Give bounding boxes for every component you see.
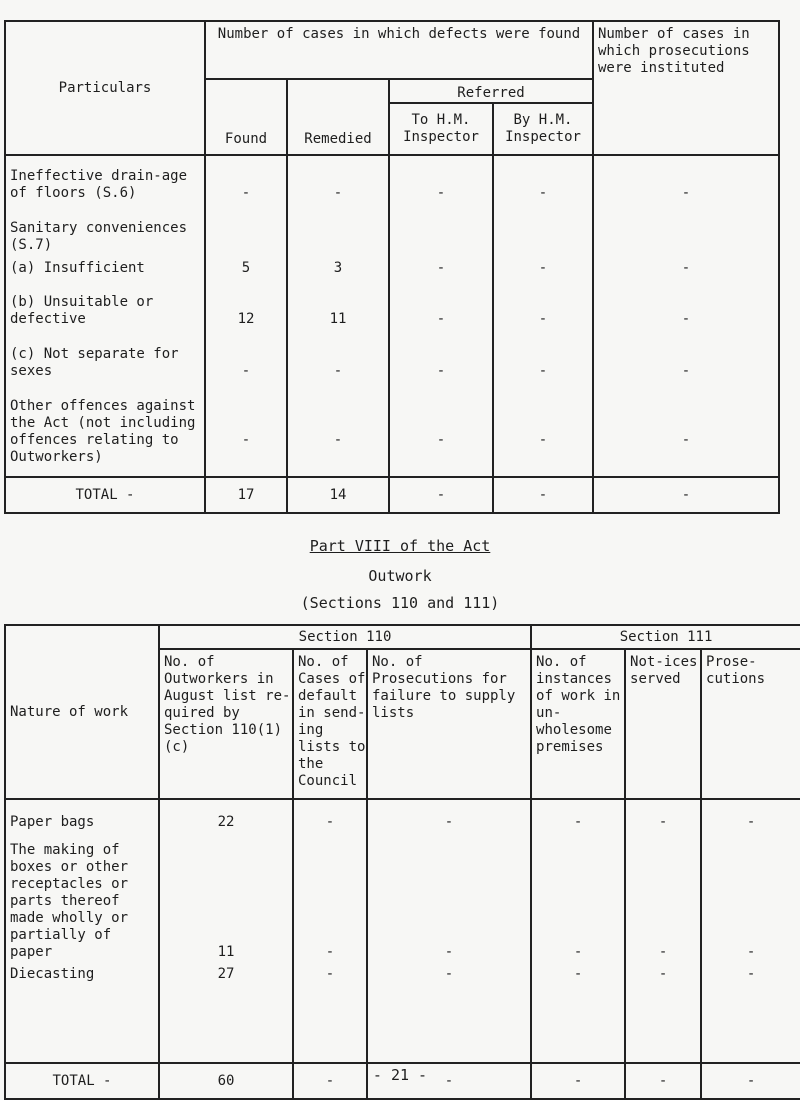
total-label: TOTAL - — [5, 477, 205, 513]
default-1: - — [325, 944, 335, 960]
total-remedied: 14 — [287, 477, 389, 513]
outwork-subtitle: Outwork — [368, 567, 432, 585]
defects-table — [4, 20, 780, 514]
total-found: 17 — [205, 477, 287, 513]
to-hm-1 — [390, 220, 492, 260]
by-hm-0: - — [538, 185, 548, 201]
to-hm-5: - — [436, 432, 446, 448]
to-hm-0: - — [436, 185, 446, 201]
outworkers-2: 27 — [217, 966, 235, 982]
prosecutions111-1: - — [746, 944, 756, 960]
unwholesome-1: - — [573, 944, 583, 960]
by-hm-1 — [494, 220, 592, 260]
notices-0: - — [658, 814, 668, 830]
row-label-3: (b) Unsuitable or defective — [10, 294, 154, 327]
found-4: - — [241, 363, 251, 379]
header-section111: Section 111 — [531, 625, 800, 649]
remedied-0: - — [333, 185, 343, 201]
to-hm-3: - — [436, 311, 446, 327]
total-prosecutions: - — [593, 477, 779, 513]
header-remedied: Remedied — [287, 79, 389, 155]
row-label-2: (a) Insufficient — [10, 260, 145, 276]
row-label-5: Other offences against the Act (not including offences relating to Outworkers) — [10, 398, 196, 465]
header-notices: Not-ices served — [625, 649, 701, 799]
work-label-0: Paper bags — [10, 814, 95, 830]
outwork-table — [4, 624, 800, 1100]
total2-prosecutions111: - — [701, 1063, 800, 1099]
remedied-2: 3 — [333, 260, 343, 276]
header-by-hm: By H.M. Inspector — [493, 103, 593, 155]
prosecutions-2: - — [681, 260, 691, 276]
found-3: 12 — [237, 311, 255, 327]
work-label-1: The making of boxes or other receptacles or parts thereof made wholly or partially of paper — [10, 842, 129, 960]
total2-outworkers: 60 — [159, 1063, 293, 1099]
by-hm-3: - — [538, 311, 548, 327]
header-prosecutions: Number of cases in which prosecutions were instituted — [593, 21, 779, 155]
total2-notices: - — [625, 1063, 701, 1099]
default-0: - — [325, 814, 335, 830]
page-number: - 21 - — [372, 1066, 428, 1084]
table1-total-row — [5, 477, 779, 513]
total2-label: TOTAL - — [5, 1063, 159, 1099]
row-label-4: (c) Not separate for sexes — [10, 346, 179, 379]
sections-subtitle: (Sections 110 and 111) — [300, 594, 500, 612]
header-prosecutions-lists: No. of Prosecutions for failure to supply lists — [367, 649, 531, 799]
prosecutions-1 — [594, 220, 778, 260]
by-hm-2: - — [538, 260, 548, 276]
total2-unwholesome: - — [531, 1063, 625, 1099]
prosecutions-4: - — [681, 363, 691, 379]
found-2: 5 — [241, 260, 251, 276]
part-title: Part VIII of the Act — [309, 537, 491, 555]
header-section110: Section 110 — [159, 625, 531, 649]
prosecutions-3: - — [681, 311, 691, 327]
total-to-hm: - — [389, 477, 493, 513]
prosecutions-lists-1: - — [444, 944, 454, 960]
header-unwholesome: No. of instances of work in un-wholesome premises — [531, 649, 625, 799]
header-default: No. of Cases of default in send-ing lists to the Council — [293, 649, 367, 799]
found-5: - — [241, 432, 251, 448]
prosecutions111-2: - — [746, 966, 756, 982]
default-2: - — [325, 966, 335, 982]
prosecutions111-0: - — [746, 814, 756, 830]
to-hm-4: - — [436, 363, 446, 379]
notices-1: - — [658, 944, 668, 960]
found-1 — [206, 220, 286, 260]
header-outworkers: No. of Outworkers in August list re-quired by Section 110(1)(c) — [159, 649, 293, 799]
found-0: - — [241, 185, 251, 201]
row-label-1: Sanitary conveniences (S.7) — [10, 220, 188, 253]
header-nature: Nature of work — [5, 625, 159, 799]
header-particulars: Particulars — [5, 21, 205, 155]
unwholesome-0: - — [573, 814, 583, 830]
total2-default: - — [293, 1063, 367, 1099]
outworkers-1: 11 — [217, 944, 235, 960]
total-by-hm: - — [493, 477, 593, 513]
remedied-3: 11 — [329, 311, 347, 327]
work-label-2: Diecasting — [10, 966, 95, 982]
notices-2: - — [658, 966, 668, 982]
table1-body — [5, 155, 779, 477]
header-found: Found — [205, 79, 287, 155]
prosecutions-0: - — [681, 185, 691, 201]
unwholesome-2: - — [573, 966, 583, 982]
header-prosecutions111: Prose-cutions — [701, 649, 800, 799]
header-referred: Referred — [389, 79, 593, 103]
by-hm-5: - — [538, 432, 548, 448]
header-to-hm: To H.M. Inspector — [389, 103, 493, 155]
remedied-1 — [288, 220, 388, 260]
prosecutions-lists-2: - — [444, 966, 454, 982]
prosecutions-lists-0: - — [444, 814, 454, 830]
total2-prosecutions-lists: - — [367, 1063, 531, 1099]
outworkers-0: 22 — [217, 814, 235, 830]
to-hm-2: - — [436, 260, 446, 276]
row-label-0: Ineffective drain-age of floors (S.6) — [10, 168, 188, 201]
table2-body — [5, 799, 800, 1063]
prosecutions-5: - — [681, 432, 691, 448]
header-number-cases: Number of cases in which defects were found — [205, 21, 593, 79]
remedied-5: - — [333, 432, 343, 448]
by-hm-4: - — [538, 363, 548, 379]
remedied-4: - — [333, 363, 343, 379]
